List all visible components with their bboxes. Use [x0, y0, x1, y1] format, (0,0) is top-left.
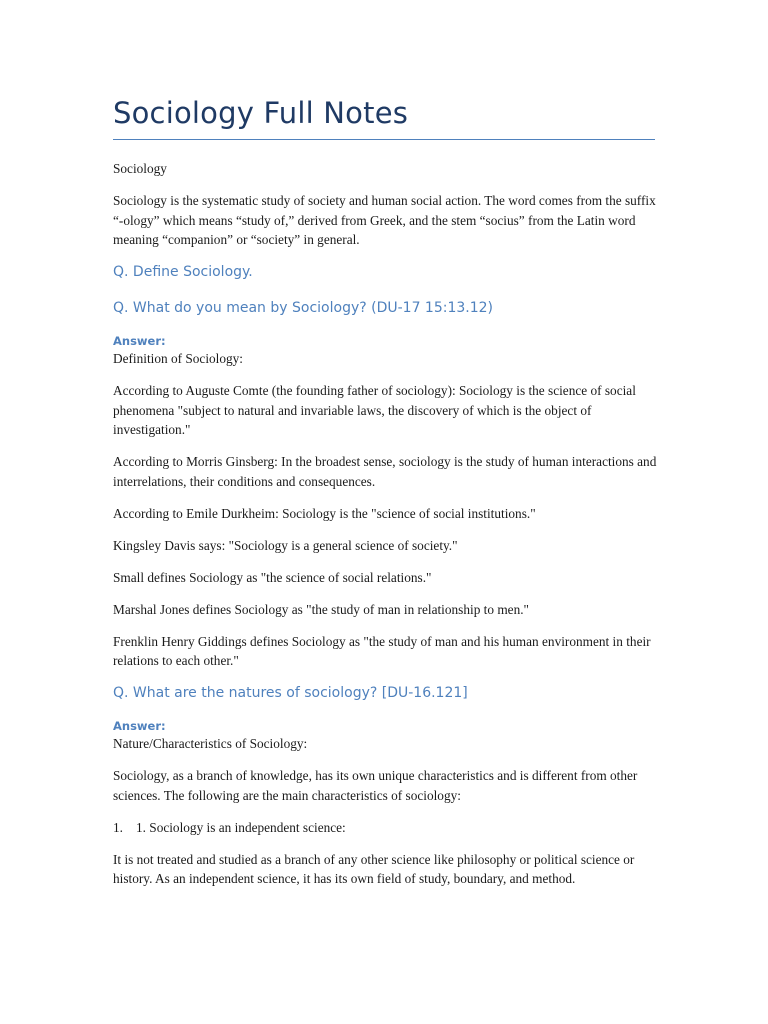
definition-paragraph: According to Morris Ginsberg: In the broadest sense, sociology is the study of human interactions and interrelations, their conditions and consequences. [113, 454, 657, 489]
nature-intro-paragraph: Sociology, as a branch of knowledge, has its own unique characteristics and is different from other sciences. The following are the main characteristics of sociology: [113, 768, 638, 803]
definition-paragraph: Frenklin Henry Giddings defines Sociology as "the study of man and his human environment in their relations to each other." [113, 633, 651, 668]
definition-paragraph: According to Emile Durkheim: Sociology is the "science of social institutions." [113, 505, 536, 521]
document-title: Sociology Full Notes [113, 96, 409, 130]
definition-paragraph: Small defines Sociology as "the science of social relations." [113, 569, 432, 585]
question-nature-sociology: Q. What are the natures of sociology? [DU-16.121] [113, 685, 468, 701]
list-item-paragraph: It is not treated and studied as a branch of any other science like philosophy or political science or history. As an independent science, it has its own field of study, boundary, and method. [113, 851, 635, 886]
answer-heading: Definition of Sociology: [113, 351, 244, 366]
intro-paragraph: Sociology is the systematic study of society and human social action. The word comes from the suffix “-ology” which means “study of,” derived from Greek, and the stem “socius” from the Latin word meaning “companion” or “society” in general. [113, 193, 656, 247]
title-underline [113, 139, 655, 140]
list-number: 1. [113, 819, 123, 835]
list-item [113, 818, 658, 838]
definition-paragraph: Marshal Jones defines Sociology as "the study of man in relationship to men." [113, 601, 529, 617]
list-item-text: 1. Sociology is an independent science: [136, 819, 346, 835]
definition-paragraph: Kingsley Davis says: "Sociology is a general science of society." [113, 537, 458, 553]
definition-paragraph: According to Auguste Comte (the founding father of sociology): Sociology is the science of social phenomena "subject to natural and invariable laws, the discovery of which is the object of investigation." [113, 383, 636, 437]
question-meaning-sociology: Q. What do you mean by Sociology? (DU-17 15:13.12) [113, 300, 493, 316]
document-body [113, 159, 658, 901]
answer-label: Answer: [113, 334, 166, 348]
answer-label: Answer: [113, 719, 166, 733]
answer-heading: Nature/Characteristics of Sociology: [113, 736, 308, 751]
question-define-sociology: Q. Define Sociology. [113, 264, 253, 280]
intro-heading: Sociology [113, 161, 167, 176]
